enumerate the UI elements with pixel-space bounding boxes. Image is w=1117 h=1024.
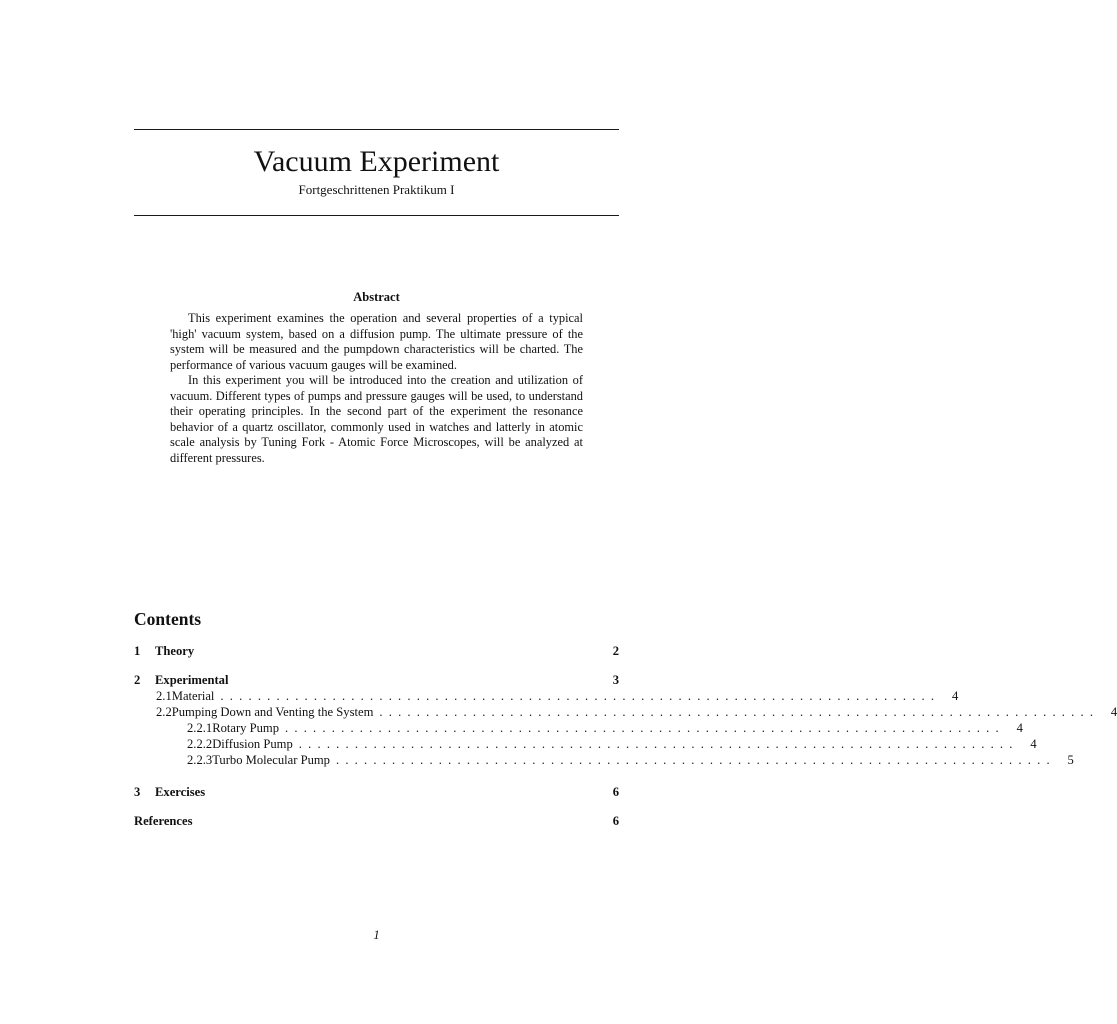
toc-entry-theory[interactable] <box>134 643 619 659</box>
toc-entry-title: Experimental <box>155 673 229 687</box>
toc-entry-page: 4 <box>951 689 959 703</box>
toc-entry-turbo-molecular-pump[interactable] <box>187 752 1074 768</box>
toc-entry-number: 3 <box>134 785 141 799</box>
abstract-body <box>170 311 583 466</box>
toc-dot-leader: ............................................................................. <box>379 705 1100 719</box>
page-number: 1 <box>373 928 380 942</box>
toc-entry-page: 4 <box>1016 721 1023 735</box>
toc-entry-page: 6 <box>612 814 619 828</box>
toc-entry-page: 5 <box>1067 753 1074 767</box>
document-title: Vacuum Experiment <box>253 145 500 178</box>
toc-entry-title: Material <box>171 689 215 703</box>
toc-entry-page: 4 <box>1110 705 1117 719</box>
toc-entry-page: 3 <box>612 673 619 687</box>
toc-entry-experimental[interactable] <box>134 672 619 688</box>
toc-dot-leader: ............................................................................. <box>285 721 1005 735</box>
toc-entry-title: Pumping Down and Venting the System <box>171 705 374 719</box>
toc-entry-number: 1 <box>134 644 141 658</box>
toc-entry-rotary-pump[interactable] <box>187 720 1023 736</box>
toc-entry-page: 4 <box>1030 737 1037 751</box>
toc-entry-number: 2.1 <box>156 689 172 703</box>
toc-entry-title: Theory <box>155 644 195 658</box>
toc-entry-title: References <box>134 814 193 828</box>
abstract-heading: Abstract <box>353 290 400 304</box>
toc-entry-title: Turbo Molecular Pump <box>212 753 330 767</box>
document-subtitle: Fortgeschrittenen Praktikum I <box>298 182 455 197</box>
toc-entry-number: 2.2.1 <box>187 721 213 735</box>
title-rule-top <box>134 129 619 130</box>
toc-entry-title: Rotary Pump <box>212 721 280 735</box>
toc-entry-pumping-down[interactable] <box>156 704 1117 720</box>
toc-entry-number: 2.2.2 <box>187 737 213 751</box>
toc-entry-title: Diffusion Pump <box>212 737 293 751</box>
toc-entry-exercises[interactable] <box>134 784 619 800</box>
toc-dot-leader: ............................................................................. <box>298 737 1019 751</box>
toc-entry-number: 2.2.3 <box>187 753 213 767</box>
toc-entry-number: 2 <box>134 673 141 687</box>
toc-entry-page: 2 <box>612 644 619 658</box>
toc-entry-references[interactable] <box>134 813 619 829</box>
toc-entry-number: 2.2 <box>156 705 172 719</box>
toc-entry-diffusion-pump[interactable] <box>187 736 1037 752</box>
title-rule-bottom <box>134 215 619 216</box>
abstract-paragraph: In this experiment you will be introduced into the creation and utilization of vacuum. Different types of pumps and pressure gauges will be used, to understand their operating principles. In the second part of the experiment the resonance behavior of a quartz oscillator, commonly used in watches and latterly in atomic scale analysis by Tuning Fork - Atomic Force Microscopes, will be analyzed at different pressures. <box>170 373 583 465</box>
abstract-paragraph: This experiment examines the operation and several properties of a typical 'high' vacuum system, based on a diffusion pump. The ultimate pressure of the system will be measured and the pumpdown characteristics will be charted. The performance of various vacuum gauges will be examined. <box>170 311 583 372</box>
toc-entry-material[interactable] <box>156 688 959 704</box>
toc-dot-leader: ............................................................................. <box>220 689 941 703</box>
toc-dot-leader: ............................................................................. <box>335 753 1056 767</box>
contents-heading: Contents <box>134 609 202 629</box>
toc-entry-title: Exercises <box>155 785 206 799</box>
toc-entry-page: 6 <box>612 785 619 799</box>
